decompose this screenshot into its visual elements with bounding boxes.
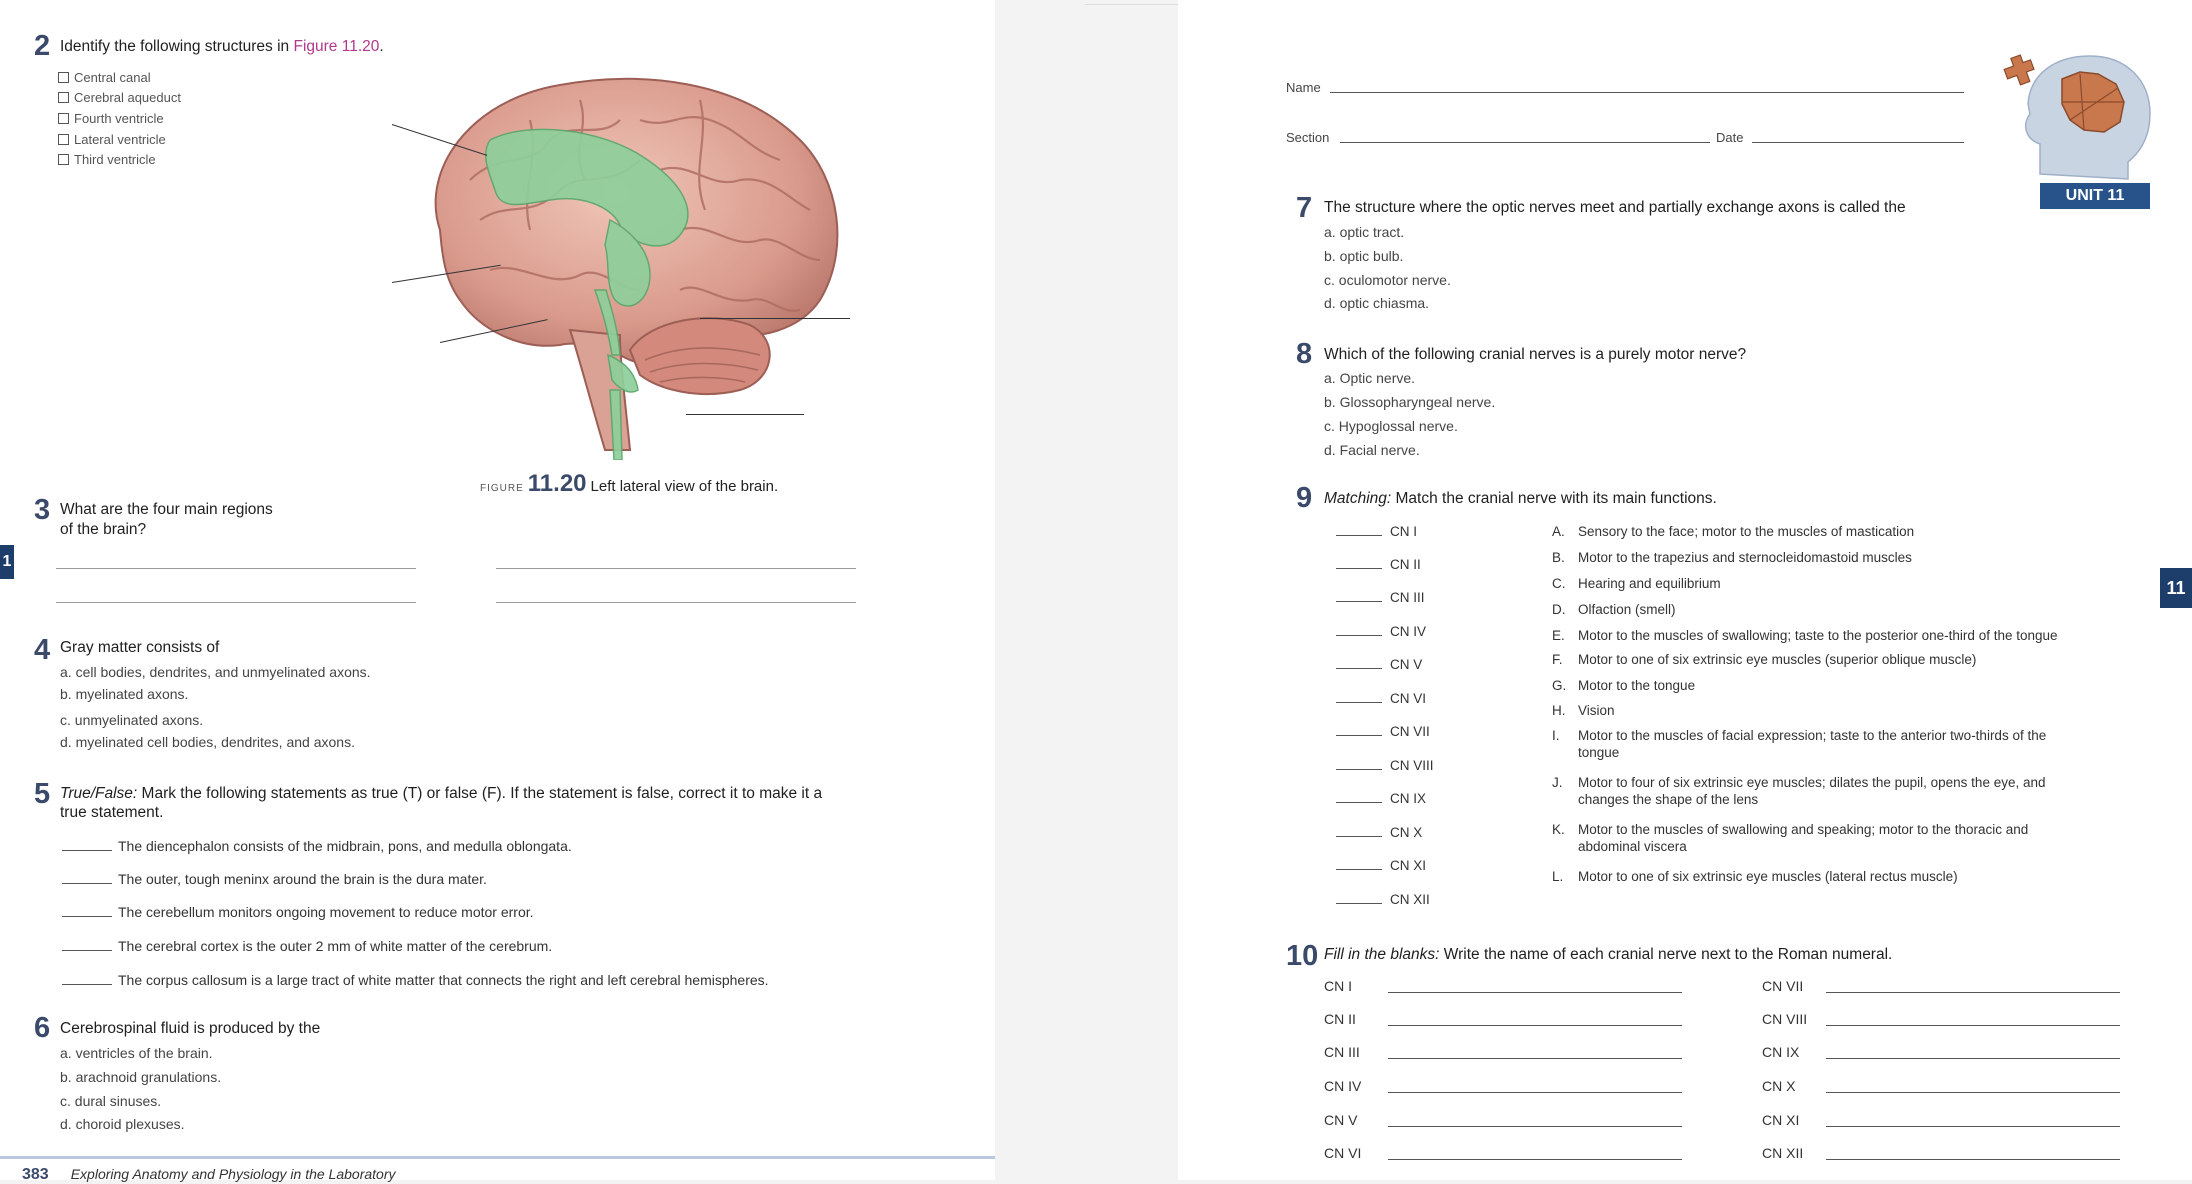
match-blank[interactable] bbox=[1336, 903, 1382, 904]
match-function: F. Motor to one of six extrinsic eye muscles (superior oblique muscle) bbox=[1552, 652, 1977, 667]
head-puzzle-illustration bbox=[2000, 44, 2160, 184]
tf-item[interactable]: The outer, tough meninx around the brain is the dura mater. bbox=[62, 871, 487, 887]
fill-blank[interactable] bbox=[1388, 1126, 1682, 1127]
fill-label: CN II bbox=[1324, 1011, 1356, 1027]
fill-blank[interactable] bbox=[1388, 992, 1682, 993]
match-blank[interactable] bbox=[1336, 568, 1382, 569]
tf-blank[interactable] bbox=[62, 916, 112, 917]
q5-number: 5 bbox=[34, 778, 51, 810]
match-nerve[interactable]: CN IX bbox=[1336, 791, 1426, 806]
q7-option[interactable]: a. optic tract. bbox=[1324, 224, 1405, 240]
match-function: B. Motor to the trapezius and sternocleidomastoid muscles bbox=[1552, 550, 1912, 565]
checklist-item[interactable]: Third ventricle bbox=[58, 152, 156, 167]
leader-line bbox=[686, 414, 804, 415]
match-blank[interactable] bbox=[1336, 802, 1382, 803]
fill-label: CN IX bbox=[1762, 1044, 1800, 1060]
fill-blank[interactable] bbox=[1388, 1025, 1682, 1026]
q8-option[interactable]: d. Facial nerve. bbox=[1324, 442, 1420, 458]
q8-number: 8 bbox=[1296, 338, 1313, 370]
match-nerve[interactable]: CN II bbox=[1336, 557, 1421, 572]
date-field[interactable] bbox=[1752, 142, 1964, 143]
answer-line[interactable] bbox=[496, 568, 856, 569]
q10-number: 10 bbox=[1286, 940, 1319, 972]
q7-option[interactable]: c. oculomotor nerve. bbox=[1324, 272, 1451, 288]
q6-option[interactable]: c. dural sinuses. bbox=[60, 1093, 162, 1109]
fill-label: CN XII bbox=[1762, 1145, 1804, 1161]
fill-label: CN XI bbox=[1762, 1112, 1800, 1128]
match-function: I. Motor to the muscles of facial expression; taste to the anterior two-thirds of the tongue bbox=[1552, 728, 2047, 760]
fill-blank[interactable] bbox=[1826, 1058, 2120, 1059]
q9-prompt: Matching: Match the cranial nerve with its main functions. bbox=[1324, 490, 1717, 507]
q5-prompt: True/False: Mark the following statements as true (T) or false (F). If the statement is false, correct it to make it a bbox=[60, 785, 823, 802]
fill-label: CN V bbox=[1324, 1112, 1358, 1128]
q2-prompt: Identify the following structures in Figure 11.20. bbox=[60, 38, 384, 55]
tf-blank[interactable] bbox=[62, 883, 112, 884]
q9-number: 9 bbox=[1296, 482, 1313, 514]
match-blank[interactable] bbox=[1336, 836, 1382, 837]
q6-number: 6 bbox=[34, 1012, 51, 1044]
q4-option[interactable]: a. cell bodies, dendrites, and unmyelinated axons. bbox=[60, 664, 371, 680]
q4-prompt: Gray matter consists of bbox=[60, 639, 220, 656]
fill-label: CN I bbox=[1324, 978, 1352, 994]
checkbox-icon bbox=[58, 72, 69, 83]
match-nerve[interactable]: CN VI bbox=[1336, 691, 1426, 706]
q6-option[interactable]: a. ventricles of the brain. bbox=[60, 1045, 213, 1061]
match-nerve[interactable]: CN XI bbox=[1336, 858, 1426, 873]
match-function: H. Vision bbox=[1552, 703, 1615, 718]
match-function: D. Olfaction (smell) bbox=[1552, 602, 1676, 617]
leader-line bbox=[700, 318, 850, 319]
checklist-item[interactable]: Central canal bbox=[58, 70, 151, 85]
fill-blank[interactable] bbox=[1388, 1159, 1682, 1160]
match-function: J. Motor to four of six extrinsic eye muscles; dilates the pupil, opens the eye, and changes the shape of the lens bbox=[1552, 775, 2046, 807]
match-nerve[interactable]: CN VIII bbox=[1336, 758, 1434, 773]
answer-line[interactable] bbox=[496, 602, 856, 603]
match-blank[interactable] bbox=[1336, 601, 1382, 602]
fill-label: CN VII bbox=[1762, 978, 1804, 994]
section-field[interactable] bbox=[1340, 142, 1710, 143]
checkbox-icon bbox=[58, 154, 69, 165]
brain-illustration bbox=[380, 60, 850, 460]
match-nerve[interactable]: CN III bbox=[1336, 590, 1425, 605]
q4-option[interactable]: c. unmyelinated axons. bbox=[60, 712, 204, 728]
q7-option[interactable]: b. optic bulb. bbox=[1324, 248, 1404, 264]
match-function: E. Motor to the muscles of swallowing; taste to the posterior one-third of the tongue bbox=[1552, 628, 2058, 643]
q10-prompt: Fill in the blanks: Write the name of each cranial nerve next to the Roman numeral. bbox=[1324, 946, 1893, 963]
tf-item[interactable]: The cerebellum monitors ongoing movement to reduce motor error. bbox=[62, 904, 534, 920]
unit-badge: UNIT 11 bbox=[2040, 183, 2150, 209]
q3-number: 3 bbox=[34, 494, 51, 526]
answer-line[interactable] bbox=[56, 568, 416, 569]
q4-number: 4 bbox=[34, 634, 51, 666]
name-field[interactable] bbox=[1330, 92, 1964, 93]
q7-option[interactable]: d. optic chiasma. bbox=[1324, 295, 1430, 311]
checkbox-icon bbox=[58, 113, 69, 124]
q6-option[interactable]: d. choroid plexuses. bbox=[60, 1116, 185, 1132]
fill-blank[interactable] bbox=[1826, 992, 2120, 993]
q8-option[interactable]: b. Glossopharyngeal nerve. bbox=[1324, 394, 1496, 410]
date-label: Date bbox=[1716, 130, 1744, 145]
q2-number: 2 bbox=[34, 30, 51, 62]
chapter-tab-right: 11 bbox=[2160, 568, 2192, 608]
fill-blank[interactable] bbox=[1826, 1126, 2120, 1127]
checklist-item[interactable]: Lateral ventricle bbox=[58, 132, 166, 147]
section-label: Section bbox=[1286, 130, 1330, 145]
fill-label: CN III bbox=[1324, 1044, 1360, 1060]
fill-blank[interactable] bbox=[1388, 1092, 1682, 1093]
checkbox-icon bbox=[58, 134, 69, 145]
match-function: A. Sensory to the face; motor to the muscles of mastication bbox=[1552, 524, 1915, 539]
answer-line[interactable] bbox=[56, 602, 416, 603]
q3-prompt-line1: What are the four main regions bbox=[60, 501, 273, 518]
match-blank[interactable] bbox=[1336, 635, 1382, 636]
q5-prompt-line2: true statement. bbox=[60, 804, 164, 821]
figure-caption: FIGURE 11.20 Left lateral view of the brain. bbox=[480, 470, 779, 497]
fill-blank[interactable] bbox=[1826, 1092, 2120, 1093]
match-function: G. Motor to the tongue bbox=[1552, 678, 1696, 693]
figure-link[interactable]: Figure 11.20 bbox=[293, 38, 380, 55]
match-blank[interactable] bbox=[1336, 535, 1382, 536]
match-nerve[interactable]: CN XII bbox=[1336, 892, 1430, 907]
fill-blank[interactable] bbox=[1826, 1159, 2120, 1160]
fill-label: CN VI bbox=[1324, 1145, 1362, 1161]
q7-prompt: The structure where the optic nerves meet and partially exchange axons is called the bbox=[1324, 199, 1906, 216]
tf-blank[interactable] bbox=[62, 850, 112, 851]
q3-prompt-line2: of the brain? bbox=[60, 521, 147, 538]
match-nerve[interactable]: CN VII bbox=[1336, 724, 1430, 739]
checklist-item[interactable]: Fourth ventricle bbox=[58, 111, 164, 126]
tf-item[interactable]: The cerebral cortex is the outer 2 mm of white matter of the cerebrum. bbox=[62, 938, 552, 954]
q8-prompt: Which of the following cranial nerves is a purely motor nerve? bbox=[1324, 346, 1747, 363]
chapter-tab-left: 1 bbox=[0, 545, 14, 579]
match-function: L. Motor to one of six extrinsic eye muscles (lateral rectus muscle) bbox=[1552, 869, 1958, 884]
match-nerve[interactable]: CN IV bbox=[1336, 624, 1426, 639]
tf-item[interactable]: The diencephalon consists of the midbrain, pons, and medulla oblongata. bbox=[62, 838, 572, 854]
q6-option[interactable]: b. arachnoid granulations. bbox=[60, 1069, 222, 1085]
q8-option[interactable]: c. Hypoglossal nerve. bbox=[1324, 418, 1458, 434]
match-blank[interactable] bbox=[1336, 702, 1382, 703]
checkbox-icon bbox=[58, 92, 69, 103]
q7-number: 7 bbox=[1296, 192, 1313, 224]
match-nerve[interactable]: CN I bbox=[1336, 524, 1417, 539]
checklist-item[interactable]: Cerebral aqueduct bbox=[58, 90, 181, 105]
q6-prompt: Cerebrospinal fluid is produced by the bbox=[60, 1020, 321, 1037]
q8-option[interactable]: a. Optic nerve. bbox=[1324, 370, 1416, 386]
q4-option[interactable]: b. myelinated axons. bbox=[60, 686, 189, 702]
match-blank[interactable] bbox=[1336, 769, 1382, 770]
fill-label: CN X bbox=[1762, 1078, 1796, 1094]
footer-bar bbox=[0, 1156, 995, 1159]
footer: 383 Exploring Anatomy and Physiology in the Laboratory bbox=[22, 1166, 396, 1183]
tf-blank[interactable] bbox=[62, 984, 112, 985]
match-nerve[interactable]: CN X bbox=[1336, 825, 1422, 840]
match-function: K. Motor to the muscles of swallowing and speaking; motor to the thoracic and abdominal viscera bbox=[1552, 822, 2029, 854]
match-blank[interactable] bbox=[1336, 668, 1382, 669]
match-function: C. Hearing and equilibrium bbox=[1552, 576, 1721, 591]
match-blank[interactable] bbox=[1336, 869, 1382, 870]
match-blank[interactable] bbox=[1336, 735, 1382, 736]
match-nerve[interactable]: CN V bbox=[1336, 657, 1422, 672]
fill-label: CN IV bbox=[1324, 1078, 1362, 1094]
tf-blank[interactable] bbox=[62, 950, 112, 951]
fill-label: CN VIII bbox=[1762, 1011, 1808, 1027]
name-label: Name bbox=[1286, 80, 1321, 95]
left-page bbox=[0, 0, 995, 1183]
q4-option[interactable]: d. myelinated cell bodies, dendrites, and axons. bbox=[60, 734, 355, 750]
tf-item[interactable]: The corpus callosum is a large tract of white matter that connects the right and left cerebral hemispheres. bbox=[62, 972, 769, 988]
fill-blank[interactable] bbox=[1826, 1025, 2120, 1026]
fill-blank[interactable] bbox=[1388, 1058, 1682, 1059]
